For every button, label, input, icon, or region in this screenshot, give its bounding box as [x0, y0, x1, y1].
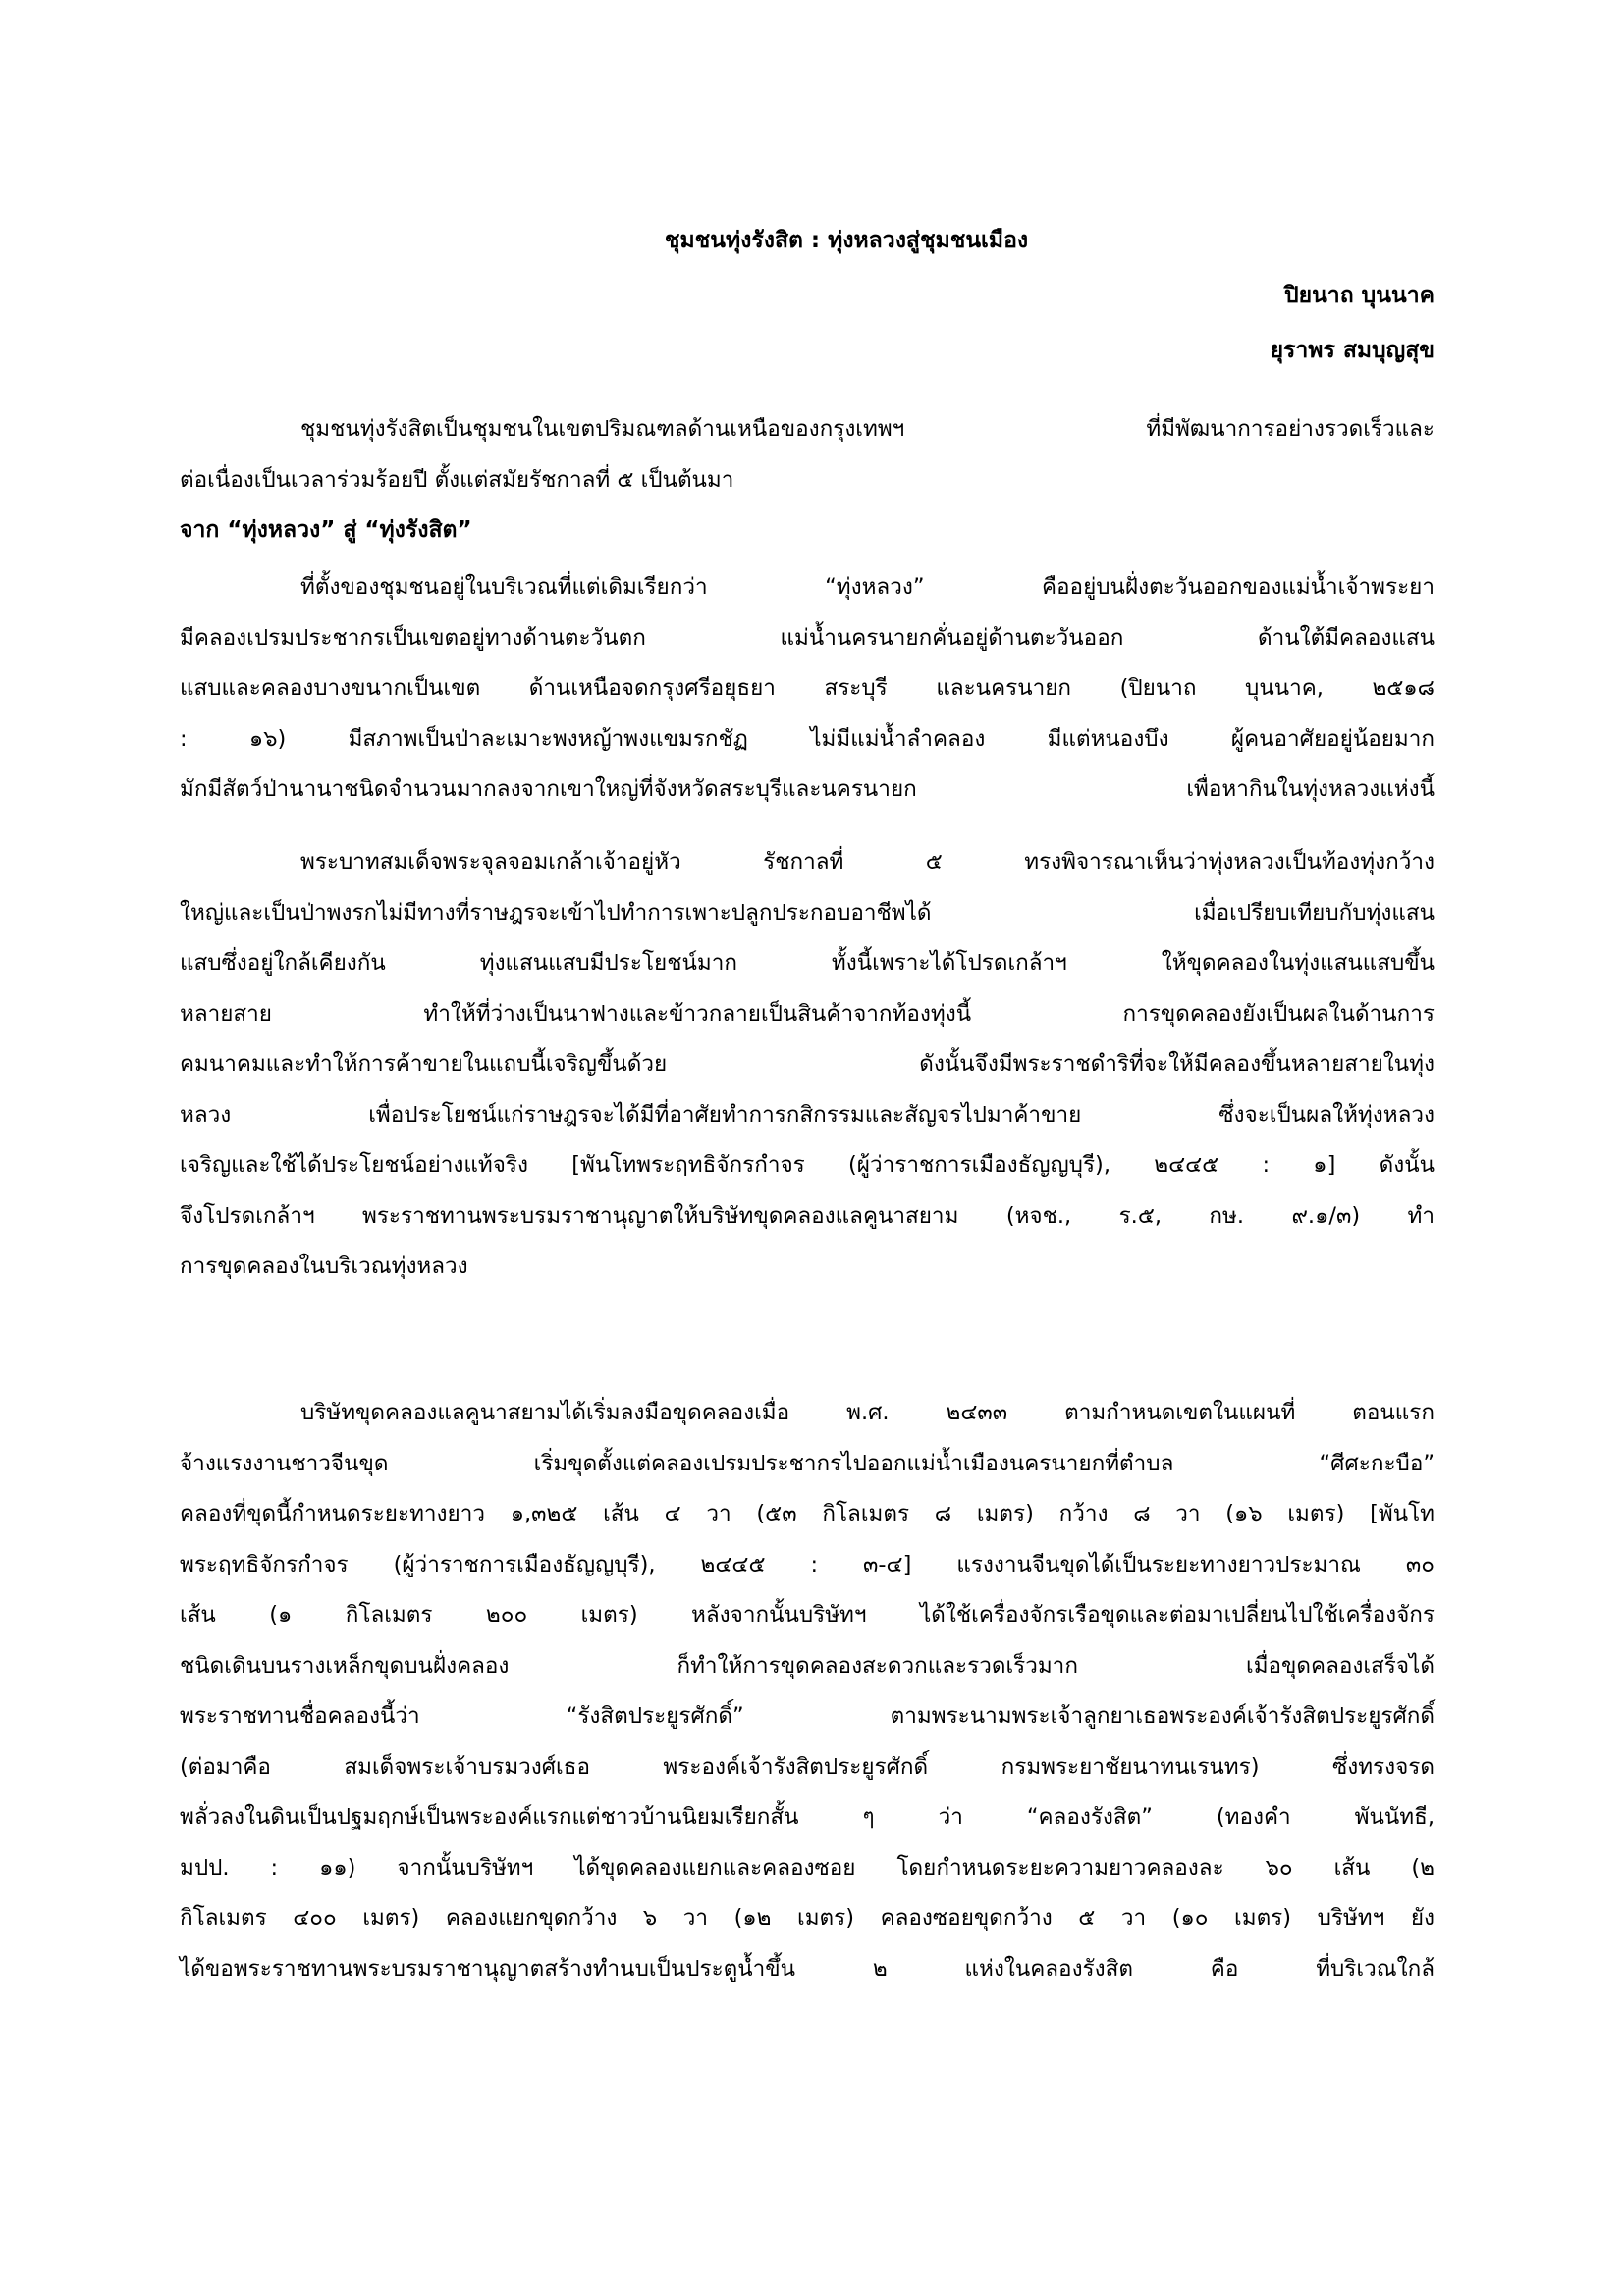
paragraph-line: การขุดคลองในบริเวณทุ่งหลวง: [180, 1254, 468, 1279]
paragraph-line: มปป. : ๑๑) จากนั้นบริษัทฯ ได้ขุดคลองแยกและคลองซอย โดยกำหนดระยะความยาวคลองละ ๖๐ เส้น (๒: [180, 1854, 1435, 1881]
paragraph-line: คมนาคมและทำให้การค้าขายในแถบนี้เจริญขึ้นด้วย ดังนั้นจึงมีพระราชดำริที่จะให้มีคลองขึ้นหลายสายในทุ่ง: [180, 1051, 1435, 1077]
paragraph-line: : ๑๖) มีสภาพเป็นป่าละเมาะพงหญ้าพงแขมรกชัฏ ไม่มีแม่น้ำลำคลอง มีแต่หนองบึง ผู้คนอาศัยอยู่น้อยมาก: [180, 725, 1435, 752]
author-name: ยุราพร สมบุญสุข: [1270, 338, 1435, 363]
body-paragraph: [180, 1388, 1435, 1995]
paragraph-line: ชนิดเดินบนรางเหล็กขุดบนฝั่งคลอง ก็ทำให้การขุดคลองสะดวกและรวดเร็วมาก เมื่อขุดคลองเสร็จได้: [180, 1652, 1435, 1679]
paragraph-line: ชุมชนทุ่งรังสิตเป็นชุมชนในเขตปริมณฑลด้านเหนือของกรุงเทพฯ ที่มีพัฒนาการอย่างรวดเร็วและ: [300, 416, 1435, 442]
paragraph-line: เส้น (๑ กิโลเมตร ๒๐๐ เมตร) หลังจากนั้นบริษัทฯ ได้ใช้เครื่องจักรเรือขุดและต่อมาเปลี่ยนไปใช้เครื่องจักร: [180, 1602, 1435, 1628]
section-heading: จาก “ทุ่งหลวง” สู่ “ทุ่งรังสิต”: [180, 517, 472, 543]
paragraph-line: พระบาทสมเด็จพระจุลจอมเกล้าเจ้าอยู่หัว รัชกาลที่ ๕ ทรงพิจารณาเห็นว่าทุ่งหลวงเป็นท้องทุ่งกว้าง: [300, 849, 1435, 875]
paragraph-line: พระราชทานชื่อคลองนี้ว่า “รังสิตประยูรศักดิ์” ตามพระนามพระเจ้าลูกยาเธอพระองค์เจ้ารังสิตประยูรศักดิ์: [180, 1703, 1435, 1729]
paragraph-line: ต่อเนื่องเป็นเวลาร่วมร้อยปี ตั้งแต่สมัยรัชกาลที่ ๕ เป็นต้นมา: [180, 466, 734, 493]
paragraph-line: จ้างแรงงานชาวจีนขุด เริ่มขุดตั้งแต่คลองเปรมประชากรไปออกแม่น้ำเมืองนครนายกที่ตำบล “ศีศะกะบือ”: [180, 1450, 1435, 1476]
paragraph-line: แสบซึ่งอยู่ใกล้เคียงกัน ทุ่งแสนแสบมีประโยชน์มาก ทั้งนี้เพราะได้โปรดเกล้าฯ ให้ขุดคลองในทุ่งแสนแสบขึ้น: [180, 950, 1435, 976]
paragraph-line: หลายสาย ทำให้ที่ว่างเป็นนาฟางและข้าวกลายเป็นสินค้าจากท้องทุ่งนี้ การขุดคลองยังเป็นผลในด้านการ: [180, 1000, 1435, 1027]
document-title: ชุมชนทุ่งรังสิต : ทุ่งหลวงสู่ชุมชนเมือง: [664, 228, 1029, 253]
paragraph-line: จึงโปรดเกล้าฯ พระราชทานพระบรมราชานุญาตให้บริษัทขุดคลองแลคูนาสยาม (หจช., ร.๕, กษ. ๙.๑/๓) ทำ: [180, 1202, 1435, 1229]
paragraph-line: ที่ตั้งของชุมชนอยู่ในบริเวณที่แต่เดิมเรียกว่า “ทุ่งหลวง” คืออยู่บนฝั่งตะวันออกของแม่น้ำเจ้าพระยา: [300, 574, 1435, 600]
paragraph-line: เจริญและใช้ได้ประโยชน์อย่างแท้จริง [พันโทพระฤทธิจักรกำจร (ผู้ว่าราชการเมืองธัญญบุรี), ๒๔๔๕ : ๑] ดังนั้น: [180, 1152, 1435, 1178]
paragraph-line: กิโลเมตร ๔๐๐ เมตร) คลองแยกขุดกว้าง ๖ วา (๑๒ เมตร) คลองซอยขุดกว้าง ๕ วา (๑๐ เมตร) บริษัทฯ ยัง: [180, 1905, 1435, 1931]
paragraph-line: คลองที่ขุดนี้กำหนดระยะทางยาว ๑,๓๒๕ เส้น ๔ วา (๕๓ กิโลเมตร ๘ เมตร) กว้าง ๘ วา (๑๖ เมตร) [พันโท: [180, 1501, 1435, 1526]
body-paragraph: [180, 562, 1435, 816]
body-paragraph: [180, 837, 1435, 1293]
author-name: ปิยนาถ บุนนาค: [1284, 283, 1435, 308]
paragraph-line: มักมีสัตว์ป่านานาชนิดจำนวนมากลงจากเขาใหญ่ที่จังหวัดสระบุรีและนครนายก เพื่อหากินในทุ่งหลวงแห่งนี้: [180, 776, 1435, 802]
paragraph-line: หลวง เพื่อประโยชน์แก่ราษฎรจะได้มีที่อาศัยทำการกสิกรรมและสัญจรไปมาค้าขาย ซึ่งจะเป็นผลให้ทุ่งหลวง: [180, 1101, 1435, 1128]
paragraph-line: ได้ขอพระราชทานพระบรมราชานุญาตสร้างทำนบเป็นประตูน้ำขึ้น ๒ แห่งในคลองรังสิต คือ ที่บริเวณใกล้: [180, 1955, 1435, 1982]
paragraph-line: แสบและคลองบางขนากเป็นเขต ด้านเหนือจดกรุงศรีอยุธยา สระบุรี และนครนายก (ปิยนาถ บุนนาค, ๒๕๑๘: [180, 675, 1435, 701]
paragraph-line: บริษัทขุดคลองแลคูนาสยามได้เริ่มลงมือขุดคลองเมื่อ พ.ศ. ๒๔๓๓ ตามกำหนดเขตในแผนที่ ตอนแรก: [300, 1400, 1435, 1425]
paragraph-line: (ต่อมาคือ สมเด็จพระเจ้าบรมวงศ์เธอ พระองค์เจ้ารังสิตประยูรศักดิ์ กรมพระยาชัยนาทนเรนทร) ซึ่งทรงจรด: [180, 1753, 1435, 1780]
paragraph-line: ใหญ่และเป็นป่าพงรกไม่มีทางที่ราษฎรจะเข้าไปทำการเพาะปลูกประกอบอาชีพได้ เมื่อเปรียบเทียบกับทุ่งแสน: [180, 899, 1435, 926]
intro-paragraph: [180, 404, 1435, 506]
paragraph-line: พลั่วลงในดินเป็นปฐมฤกษ์เป็นพระองค์แรกแต่ชาวบ้านนิยมเรียกสั้น ๆ ว่า “คลองรังสิต” (ทองคำ พันนัทธี,: [180, 1804, 1435, 1830]
paragraph-line: พระฤทธิจักรกำจร (ผู้ว่าราชการเมืองธัญญบุรี), ๒๔๔๕ : ๓-๔] แรงงานจีนขุดได้เป็นระยะทางยาวประมาณ ๓๐: [180, 1551, 1435, 1577]
paragraph-line: มีคลองเปรมประชากรเป็นเขตอยู่ทางด้านตะวันตก แม่น้ำนครนายกคั่นอยู่ด้านตะวันออก ด้านใต้มีคลองแสน: [180, 624, 1435, 651]
